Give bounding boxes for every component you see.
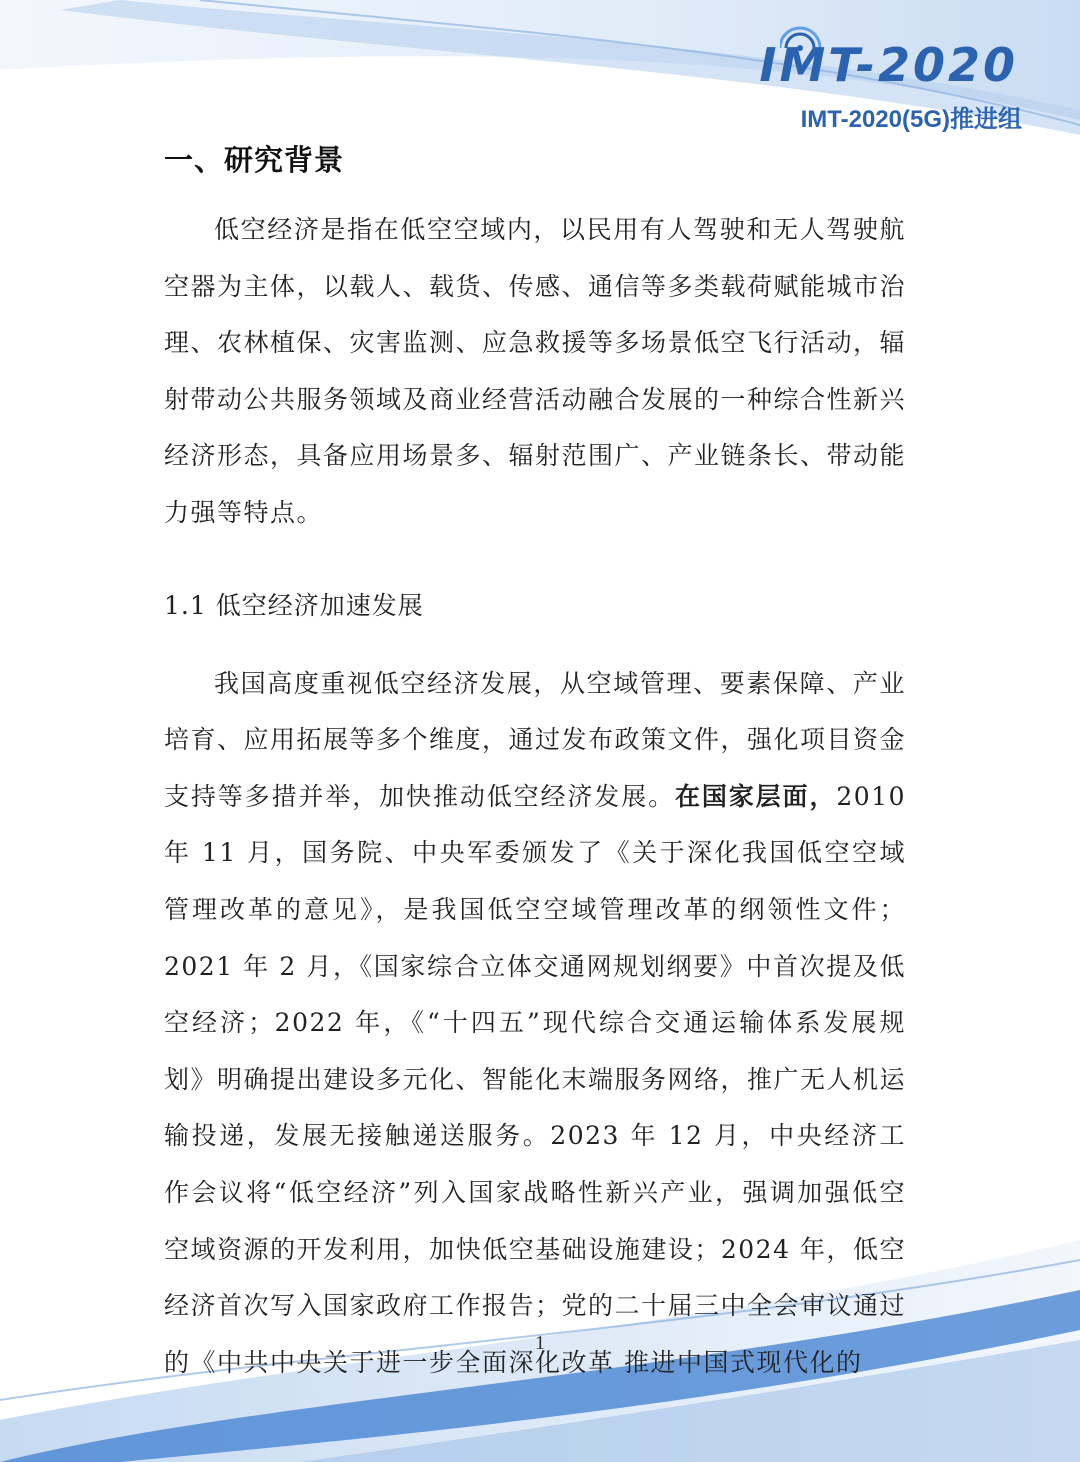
subsection-title: 1.1 低空经济加速发展 [164, 590, 424, 620]
page-number: 1 [535, 1332, 545, 1354]
policy-paragraph-part2: 2010 年 11 月，国务院、中央军委颁发了《关于深化我国低空空域管理改革的意见》，是我国低空空域管理改革的纲领性文件；2021 年 2 月，《国家综合立体交通网规划纲要》中首次提及低空经济；2022 年，《“十四五”现代综合交通运输体系发展规划》明确提出建设多元化、智能化末端服务网络，推广无人机运输投递，发展无接触递送服务。2023 年 12 月，中央经济工作会议将“低空经济”列入国家战略性新兴产业，强调加强低空空域资源的开发利用，加快低空基础设施建设；2024 年，低空经济首次写入国家政府工作报告；党的二十届三中全会审议通过的《中共中央关于进一步全面深化改革 推进中国式现代化的 [164, 781, 907, 1377]
policy-paragraph [164, 656, 906, 1392]
main-content [164, 138, 906, 1391]
logo-wordmark: IMT-2020 [759, 38, 1018, 92]
org-name: IMT-2020(5G)推进组 [800, 106, 1022, 133]
imt2020-logo [759, 18, 1018, 108]
policy-paragraph-part1: 我国高度重视低空经济发展，从空域管理、要素保障、产业培育、应用拓展等多个维度，通过发布政策文件，强化项目资金支持等多措并举，加快推动低空经济发展。 [164, 668, 907, 811]
national-level-emphasis: 在国家层面， [674, 781, 837, 811]
intro-paragraph: 低空经济是指在低空空域内，以民用有人驾驶和无人驾驶航空器为主体，以载人、载货、传感、通信等多类载荷赋能城市治理、农林植保、灾害监测、应急救援等多场景低空飞行活动，辐射带动公共服务领域及商业经营活动融合发展的一种综合性新兴经济形态，具备应用场景多、辐射范围广、产业链条长、带动能力强等特点。 [164, 215, 907, 527]
section-title: 一、研究背景 [164, 143, 345, 177]
